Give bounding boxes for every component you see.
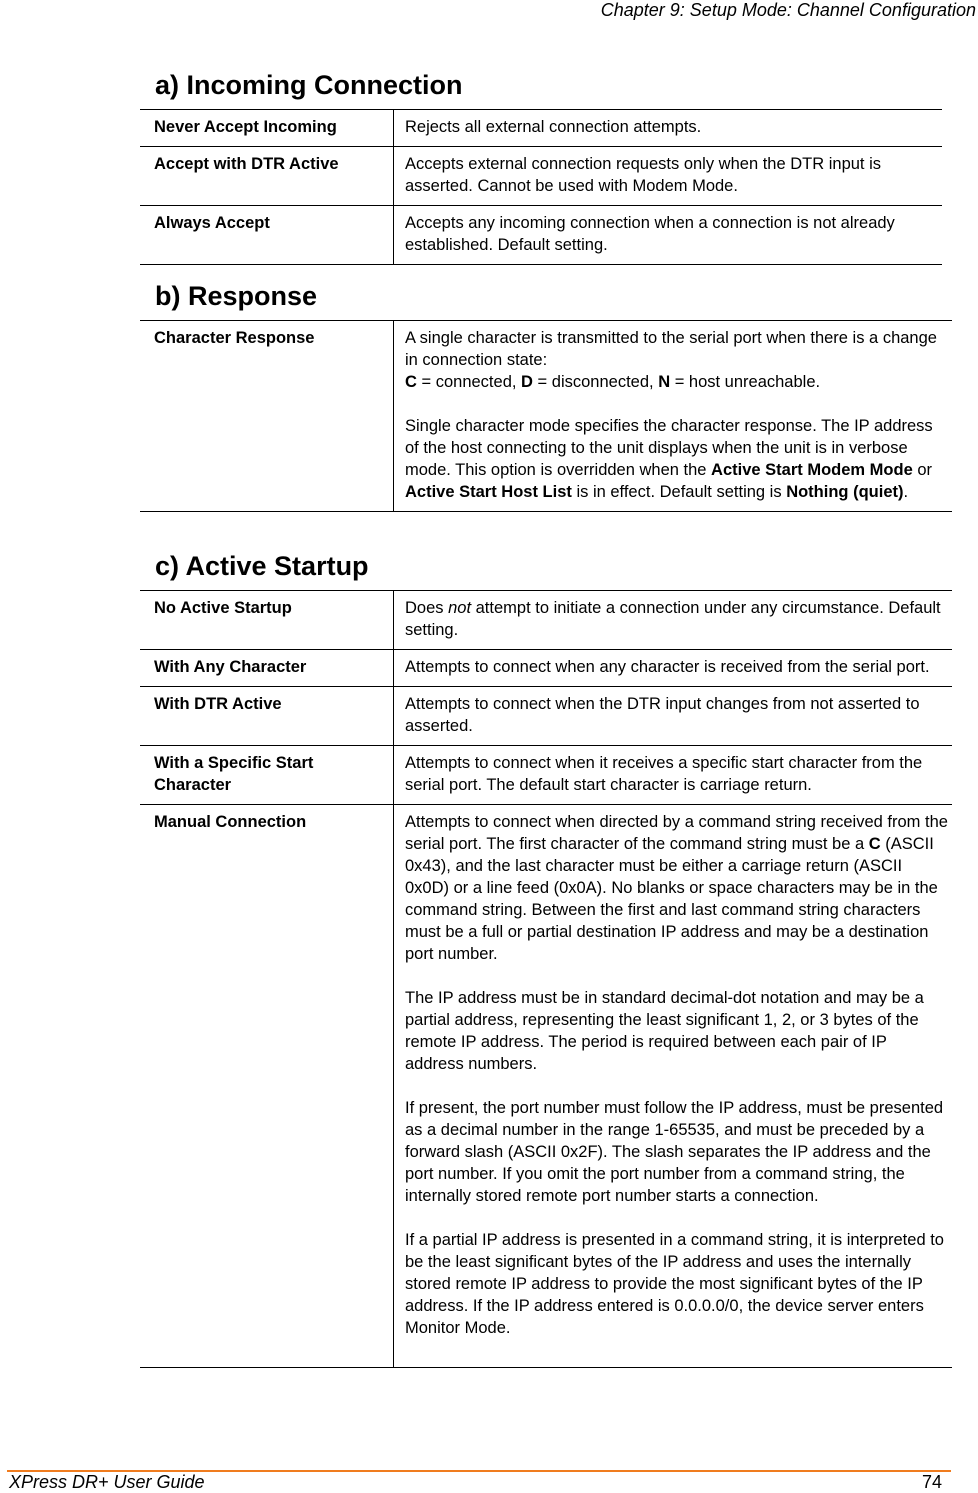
response-table	[140, 320, 952, 512]
term-cell: Always Accept	[140, 206, 394, 265]
bold-run: Active Start Host List	[405, 483, 572, 501]
incoming-table	[140, 109, 942, 265]
bold-run: D	[521, 373, 533, 391]
text-run: = disconnected,	[532, 373, 659, 391]
section-title-startup: c) Active Startup	[155, 551, 369, 581]
table-row	[140, 687, 952, 746]
bold-run: N	[658, 373, 671, 391]
text-run: = connected,	[416, 373, 522, 391]
desc-paragraph	[405, 415, 948, 503]
table-row	[140, 746, 952, 805]
text-run: or	[912, 461, 933, 479]
text-run: A single character is transmitted to the serial port when there is a change in connection state:	[405, 329, 937, 369]
table-row	[140, 206, 942, 265]
section-title-incoming: a) Incoming Connection	[155, 70, 463, 100]
table-row	[140, 110, 942, 147]
italic-run: not	[448, 599, 472, 617]
desc-paragraph: If present, the port number must follow the IP address, must be presented as a decimal number in the range 1-65535, and must be preceded by a forward slash (ASCII 0x2F). The slash separates the IP address and the port number. If you omit the port number from a command string, the internally stored remote port number starts a connection.	[405, 1099, 944, 1205]
section-title-response: b) Response	[155, 281, 318, 311]
bold-run: Active Start Modem Mode	[711, 461, 913, 479]
term-cell: Manual Connection	[140, 805, 394, 1368]
table-row	[140, 591, 952, 650]
table-row	[140, 321, 952, 512]
table-row	[140, 147, 942, 206]
desc-cell: Attempts to connect when it receives a specific start character from the serial port. The default start character is carriage return.	[394, 746, 953, 805]
desc-paragraph: The IP address must be in standard decimal-dot notation and may be a partial address, representing the least significant 1, 2, or 3 bytes of the remote IP address. The period is required between each pair of IP address numbers.	[405, 989, 924, 1073]
term-cell: Never Accept Incoming	[140, 110, 394, 147]
text-run: .	[903, 483, 909, 501]
startup-table	[140, 590, 952, 1368]
table-row	[140, 650, 952, 687]
desc-cell: Attempts to connect when the DTR input changes from not asserted to asserted.	[394, 687, 953, 746]
term-cell: With Any Character	[140, 650, 394, 687]
footer-guide-title: XPress DR+ User Guide	[9, 1472, 205, 1492]
desc-cell	[394, 591, 953, 650]
text-run: Attempts to connect when directed by a command string received from the serial port. The first character of the command string must be a	[405, 813, 948, 853]
desc-cell: Attempts to connect when any character is received from the serial port.	[394, 650, 953, 687]
bold-run: C	[405, 373, 417, 391]
text-run: Single character mode specifies the character response. The IP address of the host connecting to the unit displays when the unit is in verbose mode. This option is overridden when the	[405, 417, 933, 479]
desc-cell	[394, 805, 953, 1368]
text-run: = host unreachable.	[670, 373, 821, 391]
bold-run: Nothing (quiet)	[786, 483, 904, 501]
desc-cell: Accepts any incoming connection when a connection is not already established. Default setting.	[394, 206, 943, 265]
desc-cell: Accepts external connection requests only when the DTR input is asserted. Cannot be used with Modem Mode.	[394, 147, 943, 206]
term-cell: No Active Startup	[140, 591, 394, 650]
desc-cell	[394, 321, 953, 512]
chapter-header: Chapter 9: Setup Mode: Channel Configuration	[600, 0, 976, 20]
term-cell: Character Response	[140, 321, 394, 512]
footer-page-number: 74	[921, 1472, 942, 1492]
text-run: is in effect. Default setting is	[571, 483, 787, 501]
text-run: (ASCII 0x43), and the last character must be either a carriage return (ASCII 0x0D) or a line feed (0x0A). No blanks or space characters may be in the command string. Between the first and last command string characters must be a full or partial destination IP address and may be a destination port number.	[405, 835, 938, 963]
desc-cell: Rejects all external connection attempts.	[394, 110, 943, 147]
desc-paragraph: If a partial IP address is presented in a command string, it is interpreted to be the least significant bytes of the IP address and uses the internally stored remote IP address to provide the most significant bytes of the IP address. If the IP address entered is 0.0.0.0/0, the device server enters Monitor Mode.	[405, 1231, 944, 1337]
term-cell: With a Specific Start Character	[140, 746, 394, 805]
term-cell: With DTR Active	[140, 687, 394, 746]
text-run: Does	[405, 599, 449, 617]
bold-run: C	[868, 835, 881, 853]
table-row	[140, 805, 952, 1368]
term-cell: Accept with DTR Active	[140, 147, 394, 206]
desc-paragraph	[405, 327, 948, 393]
text-run: attempt to initiate a connection under any circumstance. Default setting.	[405, 599, 941, 639]
desc-paragraph	[405, 811, 948, 965]
